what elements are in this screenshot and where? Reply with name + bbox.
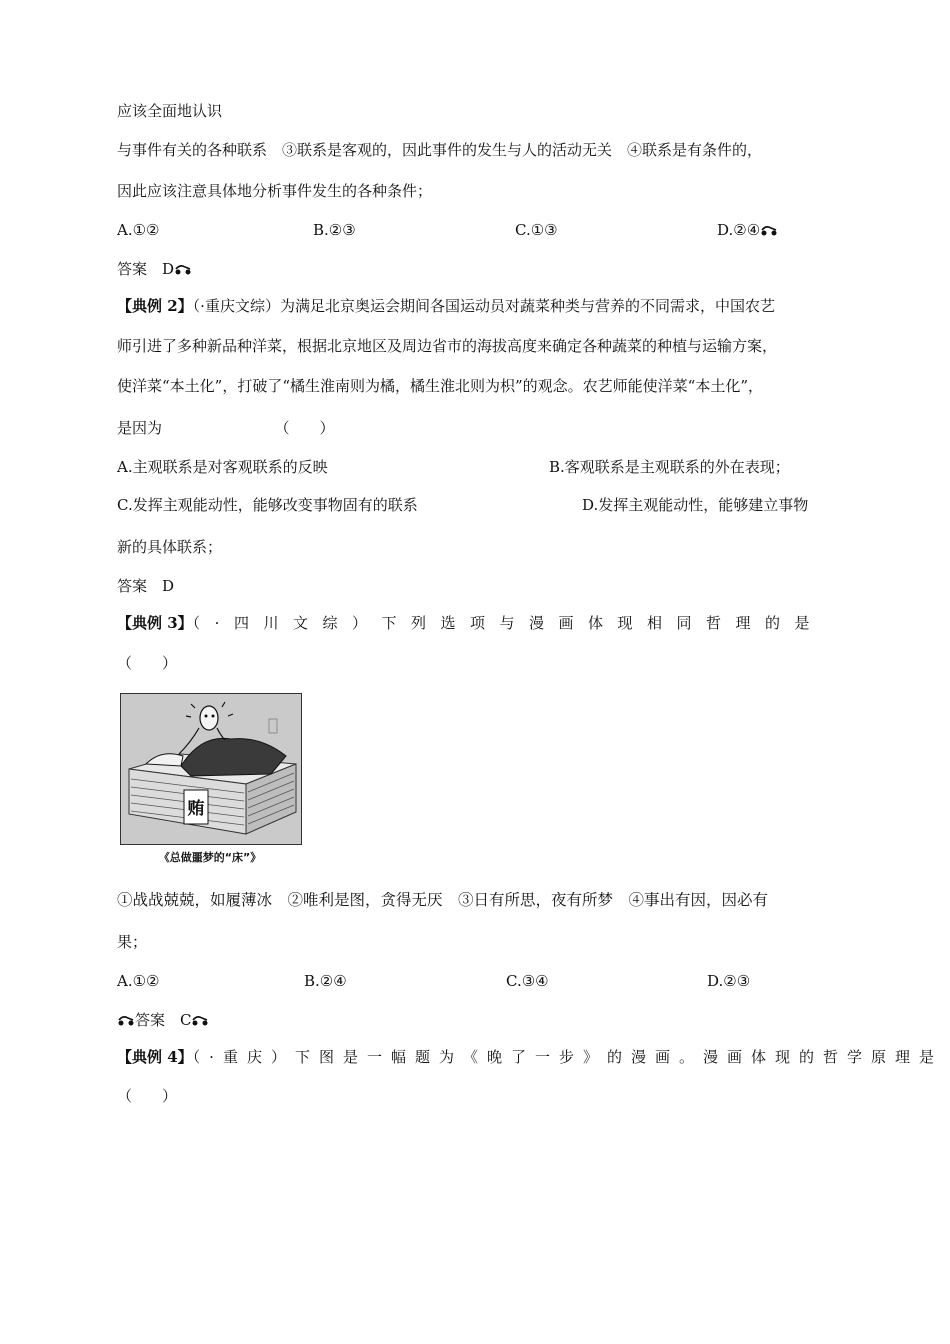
example-label: 【典例 4】	[117, 1048, 193, 1066]
question-4-line	[117, 1047, 943, 1067]
question-text: （·四川文综）下列选项与漫画体现相同哲理的是	[192, 614, 824, 632]
cartoon-caption: 《总做噩梦的“床”》	[158, 851, 262, 864]
scooter-icon	[760, 224, 778, 236]
text-line: 与事件有关的各种联系 ③联系是客观的，因此事件的发生与人的活动无关 ④联系是有条件的，	[117, 141, 763, 159]
option-c: C.①③	[515, 221, 558, 239]
question-3-line	[117, 613, 824, 633]
option-b: B.②③	[313, 221, 356, 239]
cartoon-image	[120, 693, 302, 845]
option-b: B.客观联系是主观联系的外在表现；	[549, 458, 790, 476]
text-line: 应该全面地认识	[117, 102, 223, 120]
answer-paren: （ ）	[117, 654, 178, 672]
option-d: D.②③	[707, 972, 751, 990]
option-b: B.②④	[304, 972, 347, 990]
answer-text: 答案 C	[135, 1011, 192, 1029]
answer-text: 答案 D	[117, 577, 175, 595]
option-a: A.①②	[117, 972, 160, 990]
text-line: 新的具体联系；	[117, 538, 223, 556]
text-line: 使洋菜“本土化”，打破了“橘生淮南则为橘，橘生淮北则为枳”的观念。农艺师能使洋菜“本土化”，	[117, 377, 764, 395]
text-line: 师引进了多种新品种洋菜，根据北京地区及周边省市的海拔高度来确定各种蔬菜的种植与运输方案，	[117, 337, 778, 355]
scooter-icon	[191, 1014, 209, 1026]
cartoon-drawing	[121, 694, 301, 844]
option-c: C.③④	[506, 972, 549, 990]
option-a: A.主观联系是对客观联系的反映	[117, 458, 328, 476]
answer-row	[117, 259, 192, 279]
cartoon-character: 贿	[187, 799, 205, 819]
option-a: A.①②	[117, 221, 160, 239]
example-label: 【典例 3】	[117, 614, 193, 632]
scooter-icon	[117, 1014, 135, 1026]
option-c: C.发挥主观能动性，能够改变事物固有的联系	[117, 496, 418, 514]
question-text: （·重庆文综）为满足北京奥运会期间各国运动员对蔬菜种类与营养的不同需求，中国农艺	[192, 297, 775, 315]
option-d-row	[717, 220, 778, 240]
option-d: D.发挥主观能动性，能够建立事物	[582, 496, 809, 514]
scooter-icon	[174, 263, 192, 275]
answer-row	[117, 1010, 209, 1030]
text-line: ①战战兢兢，如履薄冰 ②唯利是图，贪得无厌 ③日有所思，夜有所梦 ④事出有因，因必有	[117, 891, 769, 909]
text-line: 因此应该注意具体地分析事件发生的各种条件；	[117, 182, 433, 200]
question-2-line	[117, 296, 775, 316]
answer-text: 答案 D	[117, 260, 175, 278]
option-d: D.②④	[717, 221, 761, 239]
text-line: 果；	[117, 933, 148, 951]
question-text: （·重庆）下图是一幅题为《晚了一步》的漫画。漫画体现的哲学原理是	[192, 1048, 943, 1066]
text-line: 是因为 （ ）	[117, 419, 335, 437]
answer-paren: （ ）	[117, 1087, 178, 1105]
example-label: 【典例 2】	[117, 297, 193, 315]
